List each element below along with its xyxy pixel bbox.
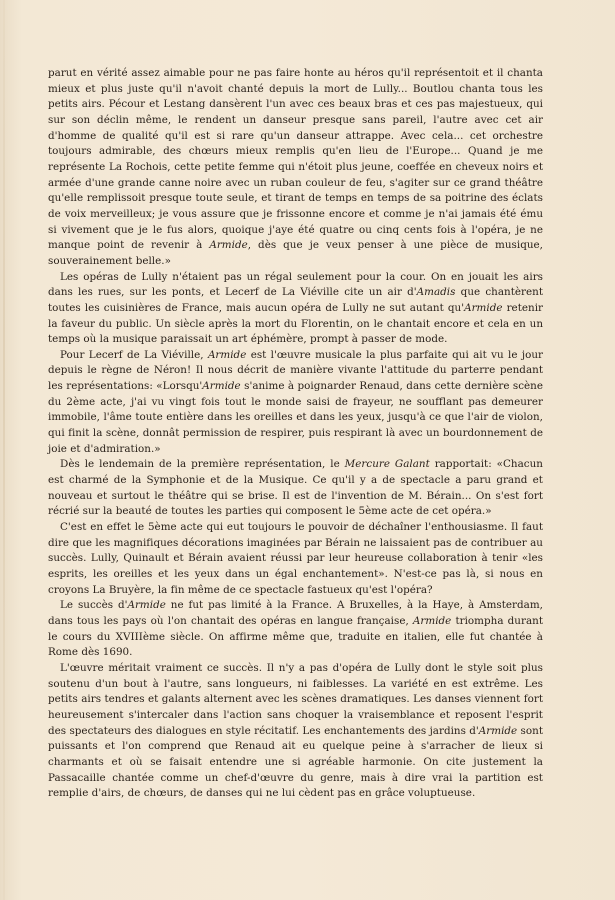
text-run: Dès le lendemain de la première représentation, le <box>60 458 345 471</box>
body-text <box>48 66 543 802</box>
italic-title: Armide <box>127 599 166 612</box>
paragraph <box>48 661 543 802</box>
text-run: L'œuvre méritait vraiment ce succès. Il n'y a pas d'opéra de Lully dont le style soit plus soutenu d'un bout à l'autre, sans longueurs, ni faiblesses. La variété en est extrême. Les petits airs tendres et galants alternent avec les scènes dramatiques. Les danses viennent fort heureusement s'intercaler dans l'action sans choquer la vraisemblance et reposent l'esprit des spectateurs des dialogues en style récitatif. Les enchantements des jardins d' <box>48 661 543 737</box>
paragraph <box>48 598 543 661</box>
text-run: Les opéras de Lully n'étaient pas un régal seulement pour la cour. On en jouait les airs dans les rues, sur les ponts, et Lecerf de La Viéville cite un air d' <box>48 270 543 299</box>
paragraph <box>48 457 543 520</box>
paragraph <box>48 348 543 458</box>
text-run: sont puissants et l'on comprend que Renaud ait eu quelque peine à s'arracher de lieux si charmants et où se faisait entendre une si agréable harmonie. On cite justement la Passacaille chantée comme un chef-d'œuvre du genre, mais à dire vrai la partition est remplie d'airs, de chœurs, de danses qui ne lui cèdent pas en grâce voluptueuse. <box>48 724 543 800</box>
text-run: parut en vérité assez aimable pour ne pas faire honte au héros qu'il représentoit et il chanta mieux et plus juste qu'il n'avoit chanté depuis la mort de Lully... Boutlou chanta tous les petits airs. Pécour et Lestang dansèrent l'un avec ces beaux bras et ces pas majestueux, qui sur son déclin même, le rendent un danseur presque sans pareil, l'autre avec cet air d'homme de qualité qu'il est si rare qu'un danseur attrappe. Avec cela... cet orchestre toujours admirable, des chœurs mieux remplis qu'en lieu de l'Europe... Quand je me représente La Rochois, cette petite femme qui n'étoit plus jeune, coeffée en cheveux noirs et armée d'une grande canne noire avec un ruban couleur de feu, s'agiter sur ce grand théâtre qu'elle remplissoit presque toute seule, et tirant de temps en temps de sa poitrine des éclats de voix merveilleux; je vous assure que je frissonne encore et comme je n'ai jamais été ému si vivement que je le fus alors, quoique j'aye été quatre ou cinq cents fois à l'opéra, je ne manque point de revenir à <box>48 67 543 252</box>
text-run: retenir la faveur du public. Un siècle après la mort du Florentin, on le chantait encore et cela en un temps où la musique paraissait un art éphémère, prompt à passer de mode. <box>48 301 543 346</box>
page-gutter <box>3 0 5 900</box>
paragraph <box>48 520 543 598</box>
italic-title: Amadis <box>416 286 456 299</box>
text-run: rapportait: «Chacun est charmé de la Symphonie et de la Musique. Ce qu'il y a de spectacle a paru grand et nouveau et surtout le théâtre qui se brise. Il est de l'invention de M. Bérain... On s'est fort récrié sur la beauté de toutes les parties qui composent le 5ème acte de cet opéra.» <box>48 458 543 518</box>
italic-title: Armide <box>478 724 518 737</box>
text-run: , dès que je veux penser à une pièce de musique, souverainement belle.» <box>48 239 543 267</box>
italic-title: Armide <box>464 301 503 314</box>
italic-title: Armide <box>202 380 241 393</box>
text-run: C'est en effet le 5ème acte qui eut toujours le pouvoir de déchaîner l'enthousiasme. Il faut dire que les magnifiques décorations imaginées par Bérain ne laissaient pas de contribuer au succès. Lully, Quinault et Bérain avaient réussi par leur heureuse collaboration à tenir «les esprits, les oreilles et les yeux dans un égal enchantement». N'est-ce pas là, si nous en croyons La Bruyère, la fin même de ce spectacle fastueux qu'est l'opéra? <box>48 521 543 596</box>
text-run: Pour Lecerf de La Viéville, <box>60 348 208 361</box>
text-run: Le succès d' <box>60 599 128 612</box>
paragraph <box>48 270 543 348</box>
text-run: que chantèrent toutes les cuisinières de France, mais aucun opéra de Lully ne sut autant qu' <box>48 286 543 314</box>
text-run: s'anime à poignarder Renaud, dans cette dernière scène du 2ème acte, j'ai vu vingt fois tout le monde saisi de frayeur, ne soufflant pas demeurer immobile, l'âme toute entière dans les oreilles et dans les yeux, jusqu'à ce que l'air de violon, qui finit la scène, donnât permission de respirer, puis respirant là avec un bourdonnement de joie et d'admiration.» <box>48 380 544 455</box>
italic-title: Armide <box>209 239 248 252</box>
text-run: ne fut pas limité à la France. A Bruxelles, à la Haye, à Amsterdam, dans tous les pays où l'on chantait des opéras en langue française, <box>48 599 543 627</box>
text-run: est l'œuvre musicale la plus parfaite qui ait vu le jour depuis le règne de Néron! Il nous décrit de manière vivante l'attitude du parterre pendant les représentations: «Lorsqu' <box>48 348 543 393</box>
italic-title: Mercure Galant <box>344 458 430 471</box>
paragraph <box>48 66 543 270</box>
text-run: triompha durant le cours du XVIIIème siècle. On affirme même que, traduite en italien, elle fut chantée à Rome dès 1690. <box>48 614 543 659</box>
italic-title: Armide <box>207 348 247 361</box>
italic-title: Armide <box>412 614 452 627</box>
